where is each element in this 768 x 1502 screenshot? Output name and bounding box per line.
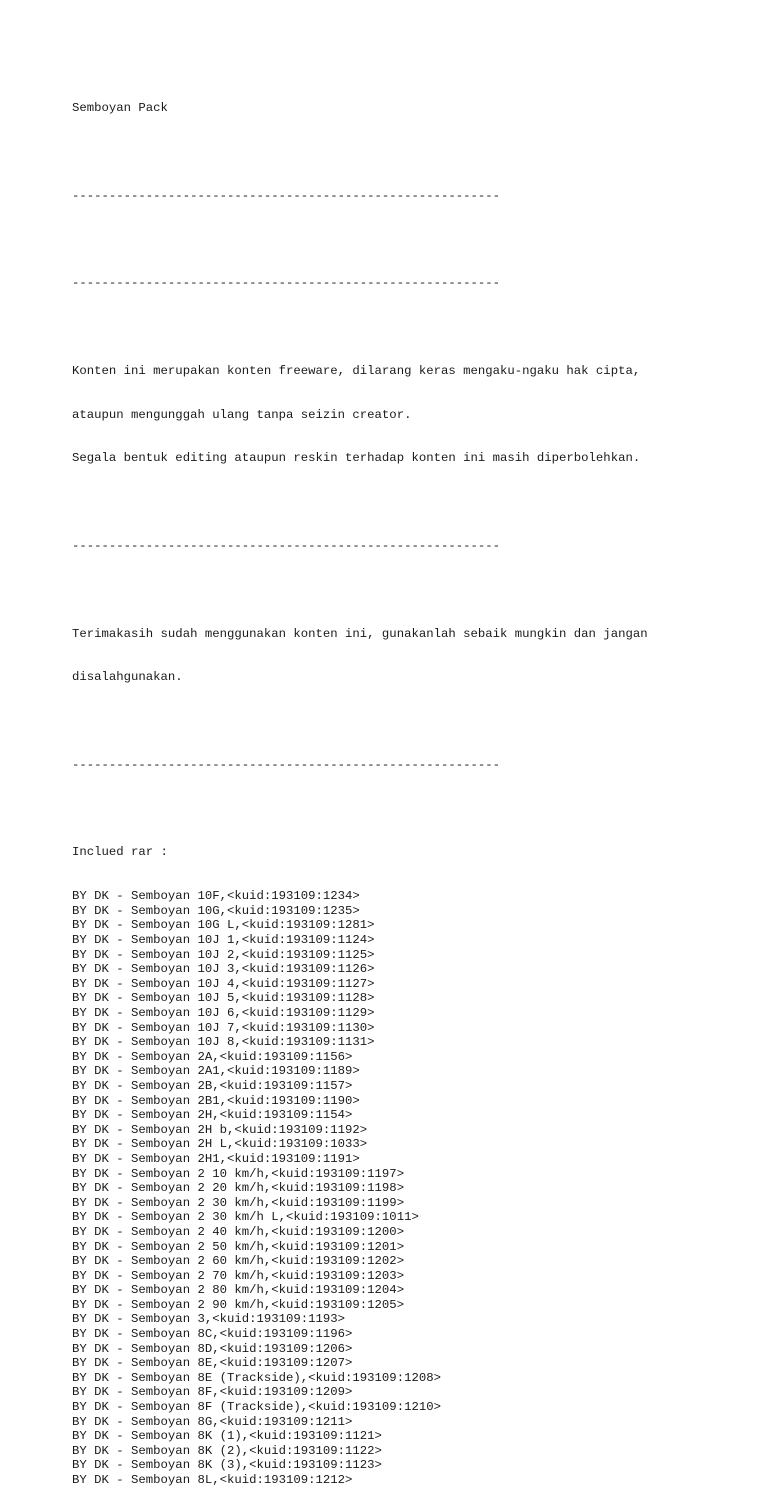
list-item: BY DK - Semboyan 2A1,<kuid:193109:1189>: [72, 1064, 360, 1079]
list-item: BY DK - Semboyan 10J 2,<kuid:193109:1125>: [72, 947, 375, 962]
list-item: BY DK - Semboyan 8K (3),<kuid:193109:1123>: [72, 1458, 382, 1473]
list-item: BY DK - Semboyan 2H1,<kuid:193109:1191>: [72, 1151, 360, 1166]
list-item: BY DK - Semboyan 2H L,<kuid:193109:1033>: [72, 1137, 368, 1152]
list-item: BY DK - Semboyan 8K (1),<kuid:193109:1121>: [72, 1429, 382, 1444]
notice-line: Konten ini merupakan konten freeware, dilarang keras mengaku-ngaku hak cipta,: [72, 363, 641, 378]
list-item: BY DK - Semboyan 10J 4,<kuid:193109:1127>: [72, 976, 375, 991]
list-item: BY DK - Semboyan 3,<kuid:193109:1193>: [72, 1312, 346, 1327]
list-item: BY DK - Semboyan 2 50 km/h,<kuid:193109:1201>: [72, 1239, 405, 1254]
list-item: BY DK - Semboyan 8G,<kuid:193109:1211>: [72, 1414, 353, 1429]
list-item: BY DK - Semboyan 10F,<kuid:193109:1234>: [72, 889, 360, 904]
separator-line: ----------------------------------------------------------: [72, 276, 501, 291]
notice-line: Segala bentuk editing ataupun reskin terhadap konten ini masih diperbolehkan.: [72, 451, 641, 466]
list-item: BY DK - Semboyan 10J 1,<kuid:193109:1124>: [72, 933, 375, 948]
list-item: BY DK - Semboyan 2 60 km/h,<kuid:193109:1202>: [72, 1254, 405, 1269]
list-item: BY DK - Semboyan 2B1,<kuid:193109:1190>: [72, 1093, 360, 1108]
list-item: BY DK - Semboyan 10J 3,<kuid:193109:1126>: [72, 962, 375, 977]
separator-line: ----------------------------------------------------------: [72, 539, 501, 553]
list-item: BY DK - Semboyan 8E (Trackside),<kuid:193109:1208>: [72, 1370, 441, 1385]
list-item: BY DK - Semboyan 10G L,<kuid:193109:1281>: [72, 918, 375, 933]
list-item: BY DK - Semboyan 2 10 km/h,<kuid:193109:1197>: [72, 1166, 405, 1181]
list-item: BY DK - Semboyan 8L,<kuid:193109:1212>: [72, 1473, 353, 1487]
list-item: BY DK - Semboyan 2 20 km/h,<kuid:193109:1198>: [72, 1181, 405, 1196]
separator-line: ----------------------------------------------------------: [72, 188, 501, 203]
document-title: Semboyan Pack: [72, 101, 168, 116]
blank-line: [72, 495, 732, 510]
blank-line: [72, 233, 732, 248]
list-item: BY DK - Semboyan 2A,<kuid:193109:1156>: [72, 1049, 353, 1064]
blank-line: [72, 802, 732, 817]
item-list: [72, 889, 732, 1487]
list-item: BY DK - Semboyan 8F,<kuid:193109:1209>: [72, 1385, 353, 1400]
list-item: BY DK - Semboyan 8K (2),<kuid:193109:1122>: [72, 1443, 382, 1458]
list-item: BY DK - Semboyan 2H,<kuid:193109:1154>: [72, 1108, 353, 1123]
list-item: BY DK - Semboyan 2B,<kuid:193109:1157>: [72, 1078, 353, 1093]
list-item: BY DK - Semboyan 10J 8,<kuid:193109:1131>: [72, 1035, 375, 1050]
include-heading: Inclued rar :: [72, 845, 168, 860]
blank-line: [72, 145, 732, 160]
thanks-line: disalahgunakan.: [72, 670, 183, 685]
blank-line: [72, 714, 732, 729]
list-item: BY DK - Semboyan 8E,<kuid:193109:1207>: [72, 1356, 353, 1371]
blank-line: [72, 583, 732, 598]
list-item: BY DK - Semboyan 10J 5,<kuid:193109:1128>: [72, 991, 375, 1006]
list-item: BY DK - Semboyan 8D,<kuid:193109:1206>: [72, 1341, 353, 1356]
notice-line: ataupun mengunggah ulang tanpa seizin creator.: [72, 407, 412, 422]
list-item: BY DK - Semboyan 8F (Trackside),<kuid:193109:1210>: [72, 1400, 441, 1415]
thanks-line: Terimakasih sudah menggunakan konten ini, gunakanlah sebaik mungkin dan jangan: [72, 626, 648, 641]
list-item: BY DK - Semboyan 2 40 km/h,<kuid:193109:1200>: [72, 1224, 405, 1239]
blank-line: [72, 320, 732, 335]
list-item: BY DK - Semboyan 8C,<kuid:193109:1196>: [72, 1327, 353, 1342]
list-item: BY DK - Semboyan 10J 7,<kuid:193109:1130>: [72, 1020, 375, 1035]
list-item: BY DK - Semboyan 2 30 km/h L,<kuid:193109:1011>: [72, 1210, 419, 1225]
list-item: BY DK - Semboyan 10G,<kuid:193109:1235>: [72, 903, 360, 918]
list-item: BY DK - Semboyan 2 80 km/h,<kuid:193109:1204>: [72, 1283, 405, 1298]
list-item: BY DK - Semboyan 2 30 km/h,<kuid:193109:1199>: [72, 1195, 405, 1210]
list-item: BY DK - Semboyan 2 70 km/h,<kuid:193109:1203>: [72, 1268, 405, 1283]
list-item: BY DK - Semboyan 10J 6,<kuid:193109:1129>: [72, 1006, 375, 1020]
list-item: BY DK - Semboyan 2H b,<kuid:193109:1192>: [72, 1122, 368, 1137]
list-item: BY DK - Semboyan 2 90 km/h,<kuid:193109:1205>: [72, 1297, 405, 1312]
separator-line: ----------------------------------------------------------: [72, 757, 501, 772]
document-page: [72, 72, 732, 1502]
